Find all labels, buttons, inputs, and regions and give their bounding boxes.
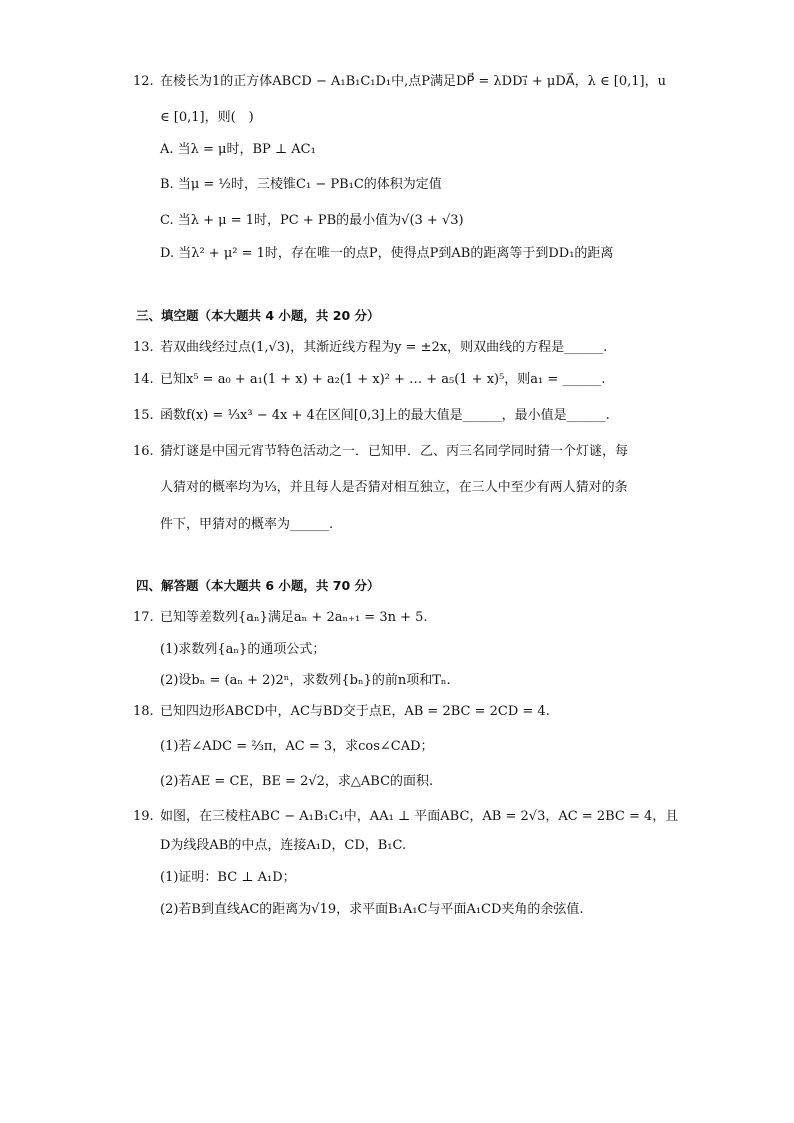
question-stem: 如图，在三棱柱ABC − A₁B₁C₁中，AA₁ ⊥ 平面ABC，AB = 2√3，AC = 2BC = 4，且 [160,809,679,824]
question-part-2: (2)若AE = CE，BE = 2√2，求△ABC的面积. [160,774,434,789]
question-part-1: (1)证明：BC ⊥ A₁D； [160,870,296,885]
question-number: 15. [133,408,154,423]
question-part-1: (1)若∠ADC = ⅔π，AC = 3，求cos∠CAD； [160,739,434,754]
option-b: B. 当μ = ½时，三棱锥C₁ − PB₁C的体积为定值 [160,177,442,192]
question-stem: 在棱长为1的正方体ABCD − A₁B₁C₁D₁中,点P满足DP⃗ = λDD₁⃗ + μDA⃗，λ ∈ [0,1]，u [160,74,666,89]
question-number: 13. [133,340,154,355]
question-number: 18. [133,704,154,719]
question-stem: 已知等差数列{aₙ}满足aₙ + 2aₙ₊₁ = 3n + 5. [160,610,428,625]
question-text-line1: 猜灯谜是中国元宵节特色活动之一．已知甲．乙、丙三名同学同时猜一个灯谜，每 [160,444,629,459]
question-text: 已知x⁵ = a₀ + a₁(1 + x) + a₂(1 + x)² + … + a₅(1 + x)⁵，则a₁ = ______. [160,372,606,387]
section-heading-fill-in: 三、填空题（本大题共 4 小题，共 20 分） [136,308,380,323]
question-part-1: (1)求数列{aₙ}的通项公式； [160,642,326,657]
question-number: 14. [133,372,154,387]
question-part-2: (2)设bₙ = (aₙ + 2)2ⁿ，求数列{bₙ}的前n项和Tₙ. [160,673,451,688]
question-text: 若双曲线经过点(1,√3)，其渐近线方程为y = ±2x，则双曲线的方程是______. [160,340,608,355]
question-text-line3: 件下，甲猜对的概率为______. [160,517,334,532]
section-heading-solutions: 四、解答题（本大题共 6 小题，共 70 分） [136,578,380,593]
question-text-line2: 人猜对的概率均为⅓，并且每人是否猜对相互独立，在三人中至少有两人猜对的条 [160,480,628,495]
option-a: A. 当λ = μ时，BP ⊥ AC₁ [160,142,316,157]
question-stem-continued: ∈ [0,1]，则( ) [160,110,254,125]
question-number: 12. [133,74,154,89]
option-c: C. 当λ + μ = 1时，PC + PB的最小值为√(3 + √3) [160,213,464,228]
question-stem-continued: D为线段AB的中点，连接A₁D，CD，B₁C. [160,838,407,853]
question-stem: 已知四边形ABCD中，AC与BD交于点E，AB = 2BC = 2CD = 4. [160,704,550,719]
question-text: 函数f(x) = ⅓x³ − 4x + 4在区间[0,3]上的最大值是______，最小值是______. [160,408,610,423]
question-part-2: (2)若B到直线AC的距离为√19，求平面B₁A₁C与平面A₁CD夹角的余弦值. [160,902,584,917]
question-number: 17. [133,610,154,625]
question-number: 19. [133,809,154,824]
question-number: 16. [133,444,154,459]
option-d: D. 当λ² + μ² = 1时，存在唯一的点P，使得点P到AB的距离等于到DD₁的距离 [160,246,614,261]
